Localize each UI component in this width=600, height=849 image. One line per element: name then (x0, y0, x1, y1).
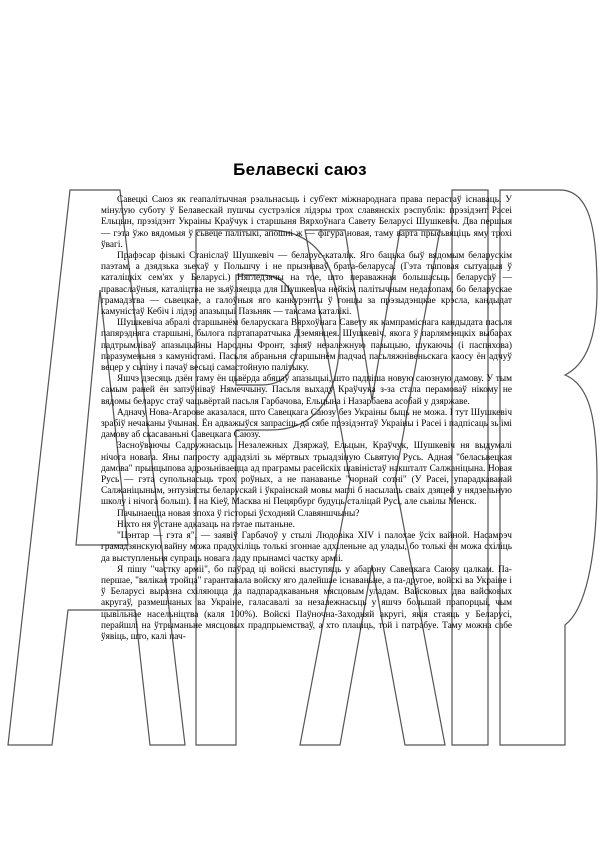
paragraph: Яшчэ дзесяць дзён таму ён цьвёрда абяцаў апазыцыі, што падпіша новую саюзную дамову. У тым самым раней ён запэўніваў Нямеччыну. Пасьля выхаду Краўчука з-за стала перамоваў нікому не вядомы беларус стаў чацьвёртай пасьля Гарбачова, Ельцына і Назарбаева асобай у дзяржаве. (101, 374, 512, 407)
paragraph: Я пішу "частку арміі", бо паўрад ці войскі выступяць у абарону Савецкага Саюзу цалкам. Па-першае, "вялікая тройца" гарантавала войску яго далейшае існаваньне, а па-другое, войскі ва Украіне і ў Беларусі выразна схіляюцца да падпарадкаваньня мясцовым уладам. Вайсковых два вайсковых акругаў, размешчаных ва Украіне, галасавалі за незалежнасьць у яшчэ большай прапорцыі, чым цывільнае насельніцтва (каля 100%). Войскі Паўночна-Заходняй акругі, якія стаяць у Беларусі, перайшлі на ўтрыманьне мясцовых прадпрыемстваў, а хто плаціць, той і патрабуе. Таму можна сабе ўявіць, што, калі пач- (101, 564, 512, 642)
paragraph: Ніхто ня ў стане адказаць на гэтае пытаньне. (117, 519, 295, 530)
paragraph: Савецкі Саюз як геапалітычная рэальнасьць і суб'ект міжнароднага права перастаў існаваць. У мінулую суботу ў Белавескай пушчы сустрэліся лідэры трох славянскіх рэспублік: прэзідэнт Расеі Ельцын, прэзідэнт Украіны Краўчук і старшыня Вярхоўнага Савету Беларусі Шушкевіч. Два першыя — гэта ўжо вядомыя ў сьвеце палітыкі, апошні ж — фігура новая, таму варта прысьвяціць яму трохі ўвагі. (101, 195, 512, 250)
paragraph: "Цэнтар — гэта я", — заявіў Гарбачоў у стылі Людовіка XIV і палохае ўсіх вайной. Насамрэч грамадзянскую вайну можа прадухіліць толькі згоннае адхіленьне ад улады, бо толькі ён можа схіліць да выступленьня супраць новага ладу прынамсі частку арміі. (101, 531, 512, 564)
paragraph: Адначу Нова-Агарове аказалася, што Савецкага Саюзу без Украіны быць не можа. І тут Шушкевіч зрабіў нечаканы ўчынак. Ён адважыўся запрасіць да сябе прэзідэнтаў Украіны і Расеі і падпісаць зь імі дамову аб скасаваньні Савецкага Саюзу. (101, 407, 512, 441)
paragraph: Засноўваючы Садружнасьць Незалежных Дзяржаў, Ельцын, Краўчук, Шушкевіч ня выдумалі нічога новага. Яны папросту адрадзілі зь мёртвых трыадзіную Сьвятую Русь. Адная "беласьвецкая дамова" прынцыпова адрозьніваецца ад праграмы расейскіх шавіністаў накшталт Салжаніцына. Новая Русь — гэта супольнасьць трох роўных, а не панаванье "чорнай сотні" (У Расеі, упарадкаванай Салжаніцыным, энтузіясты беларускай і ўкраінскай мовы маглі б насылаць сваіх дзяцей у нядзельную школу і нічога больш). І на Кіеў, Масква ні Пецярбург будуць сталіцай Русі, але сьвілы Менск. (101, 441, 512, 508)
article-title: Белавескі саюз (233, 160, 367, 179)
paragraph: Пачынаецца новая эпоха ў гісторыі ўсходняй Славяншчыны? (117, 508, 360, 519)
paragraph: Шушкевіча абралі старшынём беларускага Вярхоўнага Савету як кампраміснага кандыдата пасьля папярэдняга старшыні, былога партапаратчыка Дземянцея. Шушкевіч, якога ў парлямэнцкіх выбарах падтрымліваў апазыцыйны Народны Фронт, заняў незалежную пазыцыю, шукаючы (і паспяхова) паразуменьня з камуністамі. Пасьля абраньня старшынём падчас пасьляжнівеньскага хаосу ён адчуў вецер у сьпіну і пачаў весьці самастойную палітыку. (101, 318, 512, 374)
paragraph: Прафэсар фізыкі Станіслаў Шушкевіч — беларус-каталік. Яго бацька быў вядомым беларускім паэтам, а дзядзька зьехаў у Польшчу і не прызнаваў брата-беларуса. (Гэта тыповая сытуацыя ў каталіцкіх сем'ях у Беларусі.) Нягледзячы на тое, што пераважная большасьць беларусаў — праваслаўныя, каталіцтва не зьяўляецца для Шушкевіча нейкім палітычным недахопам, бо беларускае грамадзтва — сьвецкае, а галоўныя яго канкурэнты ў гонцы за прэзыдэнцкае крэсла, кандыдат камуністаў Кебіч і лідэр апазыцыі Пазьняк — таксама каталікі. (101, 251, 512, 318)
article-body (101, 195, 512, 643)
